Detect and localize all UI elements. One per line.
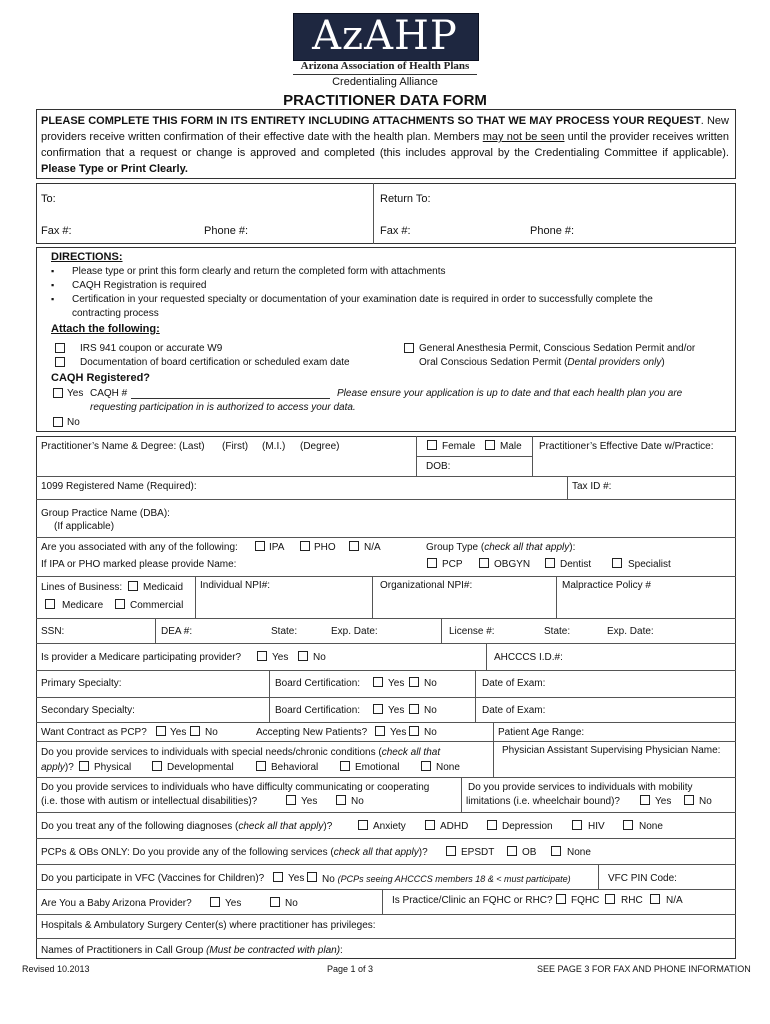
caqh-note-2: requesting participation in is authorized to access your data. xyxy=(90,402,356,413)
difficulty-yes-label: Yes xyxy=(301,796,318,807)
diagnoses-none-checkbox[interactable] xyxy=(623,820,633,830)
fax-label: Fax #: xyxy=(41,225,72,237)
behavioral-label: Behavioral xyxy=(271,762,319,773)
secondary-board-yes-checkbox[interactable] xyxy=(373,704,383,714)
caqh-yes-checkbox[interactable] xyxy=(53,388,63,398)
mobility-no-label: No xyxy=(699,796,712,807)
caqh-yes-label: Yes xyxy=(67,388,84,399)
male-label: Male xyxy=(500,441,522,452)
secondary-exam-date-label: Date of Exam: xyxy=(482,705,546,716)
caqh-no-checkbox[interactable] xyxy=(53,417,63,427)
medicare-part-yes-checkbox[interactable] xyxy=(257,651,267,661)
dob-label: DOB: xyxy=(426,461,451,472)
dea-state-label: State: xyxy=(271,626,298,637)
attach-heading: Attach the following: xyxy=(51,323,160,335)
ahcccs-label: AHCCCS I.D.#: xyxy=(494,652,563,663)
page-number: Page 1 of 3 xyxy=(327,964,374,974)
accepting-yes-checkbox[interactable] xyxy=(375,726,385,736)
dentist-label: Dentist xyxy=(560,559,592,570)
medicare-part-yes-label: Yes xyxy=(272,652,289,663)
phone-label: Phone #: xyxy=(204,225,249,237)
primary-board-no-checkbox[interactable] xyxy=(409,677,419,687)
contract-no-checkbox[interactable] xyxy=(190,726,200,736)
associated-label: Are you associated with any of the following: xyxy=(41,542,238,553)
medicaid-checkbox[interactable] xyxy=(128,581,138,591)
directions-heading: DIRECTIONS: xyxy=(51,251,123,263)
org-npi-label: Organizational NPI#: xyxy=(380,580,473,591)
w9-label: IRS 941 coupon or accurate W9 xyxy=(80,343,223,354)
obgyn-checkbox[interactable] xyxy=(479,558,489,568)
fqhc-question-label: Is Practice/Clinic an FQHC or RHC? xyxy=(392,895,553,906)
page-title: PRACTITIONER DATA FORM xyxy=(283,92,487,109)
medicare-label: Medicare xyxy=(62,600,104,611)
revised-label: Revised 10.2013 xyxy=(22,964,90,974)
baby-az-yes-label: Yes xyxy=(225,898,242,909)
physical-label: Physical xyxy=(94,762,132,773)
diagnoses-none-label: None xyxy=(639,821,663,832)
caqh-number-line[interactable] xyxy=(131,398,330,399)
secondary-board-cert-label: Board Certification: xyxy=(275,705,361,716)
primary-board-cert-label: Board Certification: xyxy=(275,678,361,689)
difficulty-label-cont: (i.e. those with autism or intellectual disabilities)? xyxy=(41,796,258,807)
emotional-checkbox[interactable] xyxy=(340,761,350,771)
developmental-label: Developmental xyxy=(167,762,234,773)
baby-az-no-checkbox[interactable] xyxy=(270,897,280,907)
ob-label: OB xyxy=(522,847,537,858)
mobility-no-checkbox[interactable] xyxy=(684,795,694,805)
if-applicable-label: (If applicable) xyxy=(54,521,115,532)
accepting-no-checkbox[interactable] xyxy=(409,726,419,736)
effective-date-label: Practitioner’s Effective Date w/Practice: xyxy=(539,441,714,452)
direction-3-cont: contracting process xyxy=(72,308,159,319)
pho-label: PHO xyxy=(314,542,336,553)
fqhc-label: FQHC xyxy=(571,895,600,906)
male-checkbox[interactable] xyxy=(485,440,495,450)
contract-yes-label: Yes xyxy=(170,727,187,738)
accepting-patients-label: Accepting New Patients? xyxy=(256,727,368,738)
see-page-note: SEE PAGE 3 FOR FAX AND PHONE INFORMATION xyxy=(537,964,751,974)
specialist-checkbox[interactable] xyxy=(612,558,622,568)
hiv-checkbox[interactable] xyxy=(572,820,582,830)
pcp-ob-none-label: None xyxy=(567,847,591,858)
pcp-type-checkbox[interactable] xyxy=(427,558,437,568)
fqhc-na-label: N/A xyxy=(666,895,683,906)
dea-exp-label: Exp. Date: xyxy=(331,626,378,637)
medicare-participating-label: Is provider a Medicare participating provider? xyxy=(41,652,242,663)
accepting-yes-label: Yes xyxy=(390,727,407,738)
license-exp-label: Exp. Date: xyxy=(607,626,654,637)
hospitals-label: Hospitals & Ambulatory Surgery Center(s) where practitioner has privileges: xyxy=(41,920,376,931)
baby-az-no-label: No xyxy=(285,898,298,909)
special-needs-label: Do you provide services to individuals with special needs/chronic conditions (check all that xyxy=(41,747,441,758)
board-cert-doc-label: Documentation of board certification or scheduled exam date xyxy=(80,357,350,368)
primary-board-yes-checkbox[interactable] xyxy=(373,677,383,687)
na-checkbox[interactable] xyxy=(349,541,359,551)
special-needs-label-cont: apply)? xyxy=(41,762,74,773)
malpractice-label: Malpractice Policy # xyxy=(562,580,651,591)
specialist-label: Specialist xyxy=(628,559,671,570)
depression-checkbox[interactable] xyxy=(487,820,497,830)
secondary-specialty-label: Secondary Specialty: xyxy=(41,705,135,716)
degree-label: (Degree) xyxy=(300,441,340,452)
logo-text: AzAHP xyxy=(312,13,458,59)
dea-label: DEA #: xyxy=(161,626,193,637)
commercial-label: Commercial xyxy=(130,600,184,611)
special-none-checkbox[interactable] xyxy=(421,761,431,771)
return-phone-label: Phone #: xyxy=(530,225,575,237)
secondary-board-no-label: No xyxy=(424,705,437,716)
baby-az-yes-checkbox[interactable] xyxy=(210,897,220,907)
intro-text: PLEASE COMPLETE THIS FORM IN ITS ENTIRETY INCLUDING ATTACHMENTS SO THAT WE MAY PROCESS YOUR REQUEST. New providers receive written confirmation of their effective date with the health plan. Members may not be seen until the provider receives written confirmation that a request or change is approved and completed (this includes approval by the Credentialing Committee if applicable). Please Type or Print Clearly. xyxy=(41,115,729,175)
fqhc-na-checkbox[interactable] xyxy=(650,894,660,904)
anxiety-label: Anxiety xyxy=(373,821,406,832)
patient-age-label: Patient Age Range: xyxy=(498,727,585,738)
lines-of-business-label: Lines of Business: xyxy=(41,582,123,593)
epsdt-checkbox[interactable] xyxy=(446,846,456,856)
secondary-board-yes-label: Yes xyxy=(388,705,405,716)
caqh-heading: CAQH Registered? xyxy=(51,372,151,384)
ssn-label: SSN: xyxy=(41,626,65,637)
developmental-checkbox[interactable] xyxy=(152,761,162,771)
medicaid-label: Medicaid xyxy=(143,582,184,593)
tax-id-label: Tax ID #: xyxy=(572,481,612,492)
caqh-note-1: Please ensure your application is up to date and that each health plan you are xyxy=(337,388,683,399)
female-label: Female xyxy=(442,441,476,452)
adhd-label: ADHD xyxy=(440,821,469,832)
rhc-checkbox[interactable] xyxy=(605,894,615,904)
pcp-ob-services-label: PCPs & OBs ONLY: Do you provide any of the following services (check all that apply)? xyxy=(41,847,428,858)
mobility-yes-label: Yes xyxy=(655,796,672,807)
logo-subtitle: Arizona Association of Health Plans xyxy=(293,60,477,75)
commercial-checkbox[interactable] xyxy=(115,599,125,609)
mobility-yes-checkbox[interactable] xyxy=(640,795,650,805)
mobility-label: Do you provide services to individuals with mobility xyxy=(468,782,693,793)
behavioral-checkbox[interactable] xyxy=(256,761,266,771)
caqh-no-label: No xyxy=(67,417,80,428)
ipa-label: IPA xyxy=(269,542,285,553)
depression-label: Depression xyxy=(502,821,553,832)
call-group-label: Names of Practitioners in Call Group (Must be contracted with plan): xyxy=(41,945,343,956)
board-cert-checkbox[interactable] xyxy=(55,357,65,367)
anesthesia-permit-checkbox[interactable] xyxy=(404,343,414,353)
diagnoses-label: Do you treat any of the following diagnoses (check all that apply)? xyxy=(41,821,333,832)
contract-no-label: No xyxy=(205,727,218,738)
special-none-label: None xyxy=(436,762,460,773)
pcp-ob-none-checkbox[interactable] xyxy=(551,846,561,856)
difficulty-yes-checkbox[interactable] xyxy=(286,795,296,805)
baby-arizona-label: Are You a Baby Arizona Provider? xyxy=(41,898,192,909)
anesthesia-permit-label: General Anesthesia Permit, Conscious Sedation Permit and/or xyxy=(419,343,696,354)
difficulty-no-checkbox[interactable] xyxy=(336,795,346,805)
direction-1: Please type or print this form clearly and return the completed form with attachments xyxy=(72,266,446,277)
emotional-label: Emotional xyxy=(355,762,400,773)
name-degree-label: Practitioner’s Name & Degree: (Last) xyxy=(41,441,205,452)
vfc-yes-checkbox[interactable] xyxy=(273,872,283,882)
oral-sedation-label: Oral Conscious Sedation Permit (Dental providers only) xyxy=(419,357,665,368)
accepting-no-label: No xyxy=(424,727,437,738)
vfc-no-checkbox[interactable] xyxy=(307,872,317,882)
pa-supervising-label: Physician Assistant Supervising Physician Name: xyxy=(502,745,721,756)
dentist-checkbox[interactable] xyxy=(545,558,555,568)
ipa-checkbox[interactable] xyxy=(255,541,265,551)
pcp-type-label: PCP xyxy=(442,559,463,570)
credentialing-label: Credentialing Alliance xyxy=(332,76,438,88)
contract-yes-checkbox[interactable] xyxy=(156,726,166,736)
medicare-part-no-label: No xyxy=(313,652,326,663)
secondary-board-no-checkbox[interactable] xyxy=(409,704,419,714)
difficulty-no-label: No xyxy=(351,796,364,807)
epsdt-label: EPSDT xyxy=(461,847,495,858)
first-name-label: (First) xyxy=(222,441,249,452)
license-state-label: State: xyxy=(544,626,571,637)
primary-exam-date-label: Date of Exam: xyxy=(482,678,546,689)
physical-checkbox[interactable] xyxy=(79,761,89,771)
vfc-no-label: No (PCPs seeing AHCCCS members 18 & < must participate) xyxy=(322,874,571,885)
primary-board-yes-label: Yes xyxy=(388,678,405,689)
obgyn-label: OBGYN xyxy=(494,559,531,570)
vfc-question-label: Do you participate in VFC (Vaccines for Children)? xyxy=(41,873,265,884)
anxiety-checkbox[interactable] xyxy=(358,820,368,830)
fqhc-checkbox[interactable] xyxy=(556,894,566,904)
primary-specialty-label: Primary Specialty: xyxy=(41,678,122,689)
adhd-checkbox[interactable] xyxy=(425,820,435,830)
rhc-label: RHC xyxy=(621,895,643,906)
bullet: ▪ xyxy=(51,266,55,276)
bullet: ▪ xyxy=(51,280,55,290)
w9-checkbox[interactable] xyxy=(55,343,65,353)
return-to-label: Return To: xyxy=(380,193,431,205)
difficulty-label: Do you provide services to individuals who have difficulty communicating or cooperating xyxy=(41,782,430,793)
license-label: License #: xyxy=(449,626,495,637)
primary-board-no-label: No xyxy=(424,678,437,689)
direction-2: CAQH Registration is required xyxy=(72,280,207,291)
ipa-pho-name-label: If IPA or PHO marked please provide Name: xyxy=(41,559,237,570)
vfc-yes-label: Yes xyxy=(288,873,305,884)
direction-3: Certification in your requested specialty or documentation of your examination date is required in order to successfully complete the xyxy=(72,294,653,305)
mi-label: (M.I.) xyxy=(262,441,286,452)
vfc-pin-label: VFC PIN Code: xyxy=(608,873,677,884)
pho-checkbox[interactable] xyxy=(300,541,310,551)
caqh-number-label: CAQH # xyxy=(90,388,128,399)
want-contract-label: Want Contract as PCP? xyxy=(41,727,147,738)
registered-name-label: 1099 Registered Name (Required): xyxy=(41,481,197,492)
medicare-checkbox[interactable] xyxy=(45,599,55,609)
group-practice-label: Group Practice Name (DBA): xyxy=(41,508,170,519)
to-label: To: xyxy=(41,193,56,205)
group-type-label: Group Type (check all that apply): xyxy=(426,542,576,553)
na-label: N/A xyxy=(364,542,381,553)
ob-checkbox[interactable] xyxy=(507,846,517,856)
bullet: ▪ xyxy=(51,294,55,304)
medicare-part-no-checkbox[interactable] xyxy=(298,651,308,661)
individual-npi-label: Individual NPI#: xyxy=(200,580,271,591)
female-checkbox[interactable] xyxy=(427,440,437,450)
return-fax-label: Fax #: xyxy=(380,225,411,237)
mobility-label-cont: limitations (i.e. wheelchair bound)? xyxy=(466,796,620,807)
hiv-label: HIV xyxy=(588,821,605,832)
